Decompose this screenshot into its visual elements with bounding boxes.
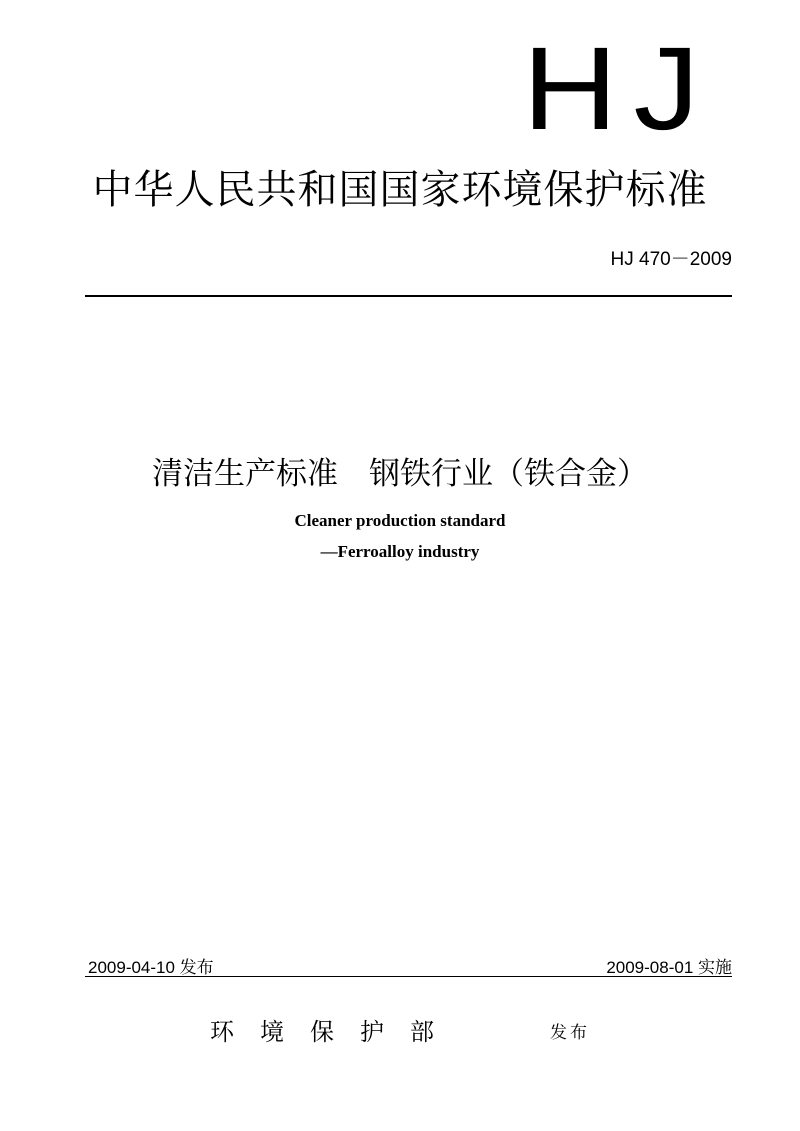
footer-divider [85, 976, 732, 977]
issuing-authority-title: 中华人民共和国国家环境保护标准 [92, 167, 708, 213]
standard-number: HJ 470－2009 [610, 249, 732, 270]
english-title-line2: —Ferroalloy industry [320, 542, 480, 561]
publisher-name: 环境保护部 [210, 1018, 460, 1046]
chinese-title: 清洁生产标准 钢铁行业（铁合金） [152, 456, 648, 492]
header-divider [85, 295, 732, 297]
implementation-date: 2009-08-01 实施 [606, 958, 732, 977]
hj-logo: HJ [522, 23, 715, 155]
issue-date: 2009-04-10 发布 [88, 958, 214, 977]
english-title-line1: Cleaner production standard [294, 511, 506, 530]
publish-label: 发布 [550, 1023, 590, 1042]
